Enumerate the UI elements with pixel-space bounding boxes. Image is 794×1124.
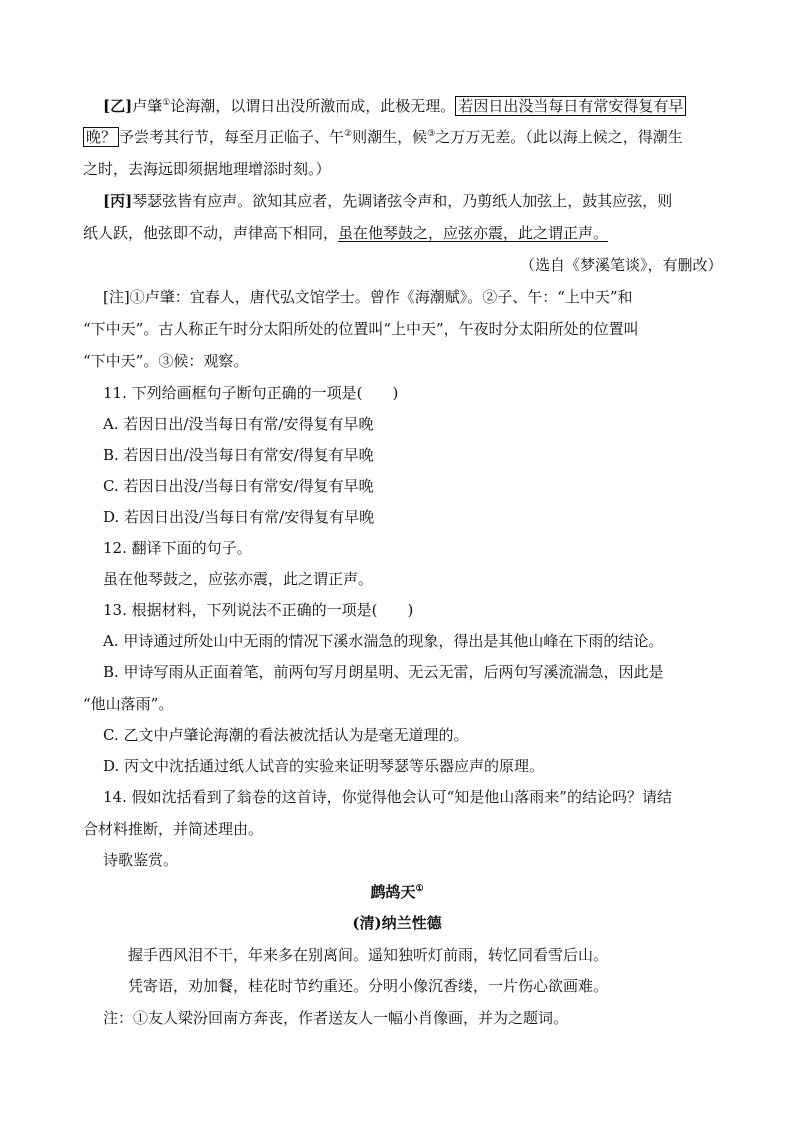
q11-stem: 11. 下列给画框句子断句正确的一项是( ) — [103, 384, 399, 402]
poem-line-1: 握手西风泪不干，年来多在别离间。遥知独听灯前雨，转忆同看雪后山。 — [128, 946, 609, 964]
source-citation: （选自《梦溪笔谈》，有删改） — [520, 256, 723, 274]
yi-line-2: 晚？ 予尝考其行节，每至月正临子、午②则潮生，候③之万万无差。（此以海上候之，得潮生 — [83, 126, 683, 148]
q13-option-a: A. 甲诗通过所处山中无雨的情况下溪水湍急的现象，得出是其他山峰在下雨的结论。 — [103, 632, 664, 650]
yi-bracket: [乙] — [103, 97, 133, 115]
bing-bracket: [丙] — [103, 192, 133, 210]
q11-option-c: C. 若因日出没/当每日有常安/得复有早晚 — [103, 477, 374, 495]
poem-author: (清)纳兰性德 — [352, 914, 442, 932]
q13-option-d: D. 丙文中沈括通过纸人试音的实验来证明琴瑟等乐器应声的原理。 — [103, 757, 545, 775]
note-line-1: [注]①卢肇：宜春人，唐代弘文馆学士。曾作《海潮赋》。②子、午：“上中天”和 — [103, 288, 633, 306]
q12-stem: 12. 翻译下面的句子。 — [103, 539, 252, 557]
poem-title: 鹧鸪天① — [370, 883, 424, 901]
q11-option-b: B. 若因日出/没当每日有常安/得复有早晚 — [103, 446, 374, 464]
q13-stem: 13. 根据材料，下列说法不正确的一项是( ) — [103, 601, 414, 619]
q13-option-b-line-1: B. 甲诗写雨从正面着笔，前两句写月朗星明、无云无雷，后两句写溪流湍急，因此是 — [103, 663, 664, 681]
q11-option-d: D. 若因日出没/当每日有常/安得复有早晚 — [103, 508, 375, 526]
bing-line-1: [丙]琴瑟弦皆有应声。欲知其应者，先调诸弦令声和，乃剪纸人加弦上，鼓其应弦，则 — [103, 192, 673, 210]
poetry-heading: 诗歌鉴赏。 — [103, 851, 179, 869]
framed-sentence-end: 晚？ — [83, 127, 119, 147]
q13-option-c: C. 乙文中卢肇论海潮的看法被沈括认为是毫无道理的。 — [103, 726, 469, 744]
q14-line-2: 合材料推断，并简述理由。 — [83, 820, 264, 838]
note-line-2: “下中天”。古人称正午时分太阳所处的位置叫“上中天”，午夜时分太阳所处的位置叫 — [83, 320, 639, 338]
q14-line-1: 14. 假如沈括看到了翁卷的这首诗，你觉得他会认可“知是他山落雨来”的结论吗？请结 — [103, 788, 672, 806]
poem-note: 注：①友人梁汾回南方奔丧，作者送友人一幅小肖像画，并为之题词。 — [103, 1009, 569, 1027]
q13-option-b-line-2: “他山落雨”。 — [83, 695, 174, 713]
note-line-3: “下中天”。③候：观察。 — [83, 352, 249, 370]
poem-line-2: 凭寄语，劝加餐，桂花时节约重还。分明小像沉香缕，一片伤心欲画难。 — [128, 977, 609, 995]
yi-line-1: [乙]卢肇①论海潮，以谓日出没所激而成，此极无理。 若因日出没当每日有常安得复有早 — [103, 95, 686, 117]
framed-sentence: 若因日出没当每日有常安得复有早 — [455, 96, 686, 116]
bing-line-2: 纸人跃，他弦即不动，声律高下相同，虽在他琴鼓之，应弦亦震，此之谓正声。 — [83, 224, 609, 242]
q12-sentence: 虽在他琴鼓之，应弦亦震，此之谓正声。 — [103, 570, 374, 588]
yi-line-3: 之时，去海远即须据地理增添时刻。） — [83, 160, 331, 178]
q11-option-a: A. 若因日出/没当每日有常/安得复有早晚 — [103, 415, 374, 433]
underlined-sentence: 虽在他琴鼓之，应弦亦震，此之谓正声。 — [338, 224, 609, 242]
